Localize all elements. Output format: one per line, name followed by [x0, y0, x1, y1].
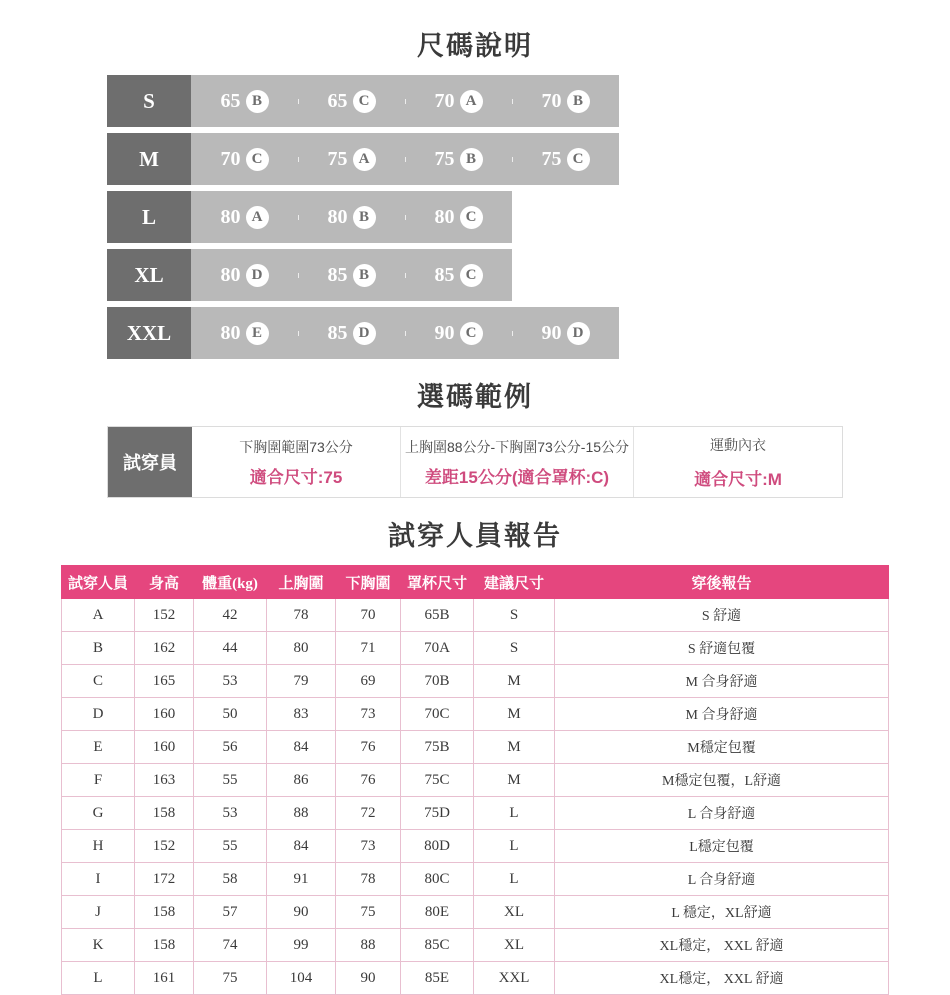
size-row-label: L	[107, 191, 191, 243]
size-cell-number: 65	[220, 89, 241, 112]
table-cell: 75B	[401, 731, 474, 764]
size-cell-number: 80	[220, 263, 241, 286]
table-cell: 104	[267, 962, 336, 995]
size-cell-number: 70	[541, 89, 562, 112]
size-cell-cup: A	[460, 90, 483, 113]
table-cell: XL	[474, 929, 555, 962]
table-cell: M 合身舒適	[555, 665, 889, 698]
table-cell: I	[62, 863, 135, 896]
size-cell	[191, 264, 298, 287]
table-row	[62, 896, 889, 929]
table-cell: 84	[267, 731, 336, 764]
example-underbust-text: 下胸圍範圍73公分	[239, 438, 353, 455]
table-cell: 88	[267, 797, 336, 830]
table-cell: L 合身舒適	[555, 863, 889, 896]
size-guide-page	[0, 24, 950, 987]
table-row	[62, 797, 889, 830]
size-cell-cup: C	[460, 322, 483, 345]
table-cell: L	[474, 830, 555, 863]
size-cell-number: 80	[434, 205, 455, 228]
size-row	[107, 75, 843, 127]
table-cell: 88	[336, 929, 401, 962]
example-section-title: 選碼範例	[417, 382, 533, 412]
table-cell: G	[62, 797, 135, 830]
size-cell-cup: C	[246, 148, 269, 171]
table-cell: 83	[267, 698, 336, 731]
table-cell: 158	[135, 797, 194, 830]
table-row	[62, 830, 889, 863]
size-cell-number: 80	[220, 321, 241, 344]
size-cell-number: 75	[434, 147, 455, 170]
size-cell	[191, 322, 298, 345]
table-cell: 158	[135, 929, 194, 962]
table-cell: L	[62, 962, 135, 995]
size-row	[107, 307, 843, 359]
example-sports-text: 運動內衣	[710, 436, 767, 453]
size-table	[107, 75, 843, 359]
table-cell: 70C	[401, 698, 474, 731]
table-cell: 42	[194, 599, 267, 632]
table-cell: 90	[267, 896, 336, 929]
size-cell-cup: D	[567, 322, 590, 345]
table-cell: 80D	[401, 830, 474, 863]
size-cell	[298, 148, 405, 171]
size-cell	[405, 264, 512, 287]
size-cell	[298, 264, 405, 287]
report-column-header: 建議尺寸	[474, 566, 555, 599]
size-cell-group	[191, 75, 619, 127]
table-cell: M	[474, 764, 555, 797]
size-cell-cup: A	[353, 148, 376, 171]
table-cell: L穩定包覆	[555, 830, 889, 863]
size-row-label: XL	[107, 249, 191, 301]
size-cell-number: 85	[434, 263, 455, 286]
report-column-header: 身高	[135, 566, 194, 599]
table-cell: S 舒適	[555, 599, 889, 632]
table-cell: 53	[194, 797, 267, 830]
table-row	[62, 929, 889, 962]
size-cell	[405, 148, 512, 171]
table-cell: 74	[194, 929, 267, 962]
table-cell: 70B	[401, 665, 474, 698]
table-cell: S 舒適包覆	[555, 632, 889, 665]
size-row	[107, 133, 843, 185]
table-cell: S	[474, 632, 555, 665]
table-cell: 80	[267, 632, 336, 665]
size-cell-cup: B	[353, 264, 376, 287]
size-cell-group	[191, 133, 619, 185]
example-table	[107, 426, 843, 498]
example-cup-text: 上胸圍88公分-下胸圍73公分-15公分	[404, 438, 630, 455]
example-column-sports	[634, 427, 842, 497]
size-cell-cup: B	[567, 90, 590, 113]
size-cell	[405, 90, 512, 113]
size-cell-cup: B	[246, 90, 269, 113]
table-row	[62, 698, 889, 731]
report-column-header: 罩杯尺寸	[401, 566, 474, 599]
table-cell: 86	[267, 764, 336, 797]
table-cell: 90	[336, 962, 401, 995]
table-cell: C	[62, 665, 135, 698]
table-cell: B	[62, 632, 135, 665]
table-cell: M穩定包覆	[555, 731, 889, 764]
table-cell: L	[474, 797, 555, 830]
table-cell: 65B	[401, 599, 474, 632]
table-cell: 162	[135, 632, 194, 665]
size-cell-cup: C	[567, 148, 590, 171]
size-row-label: M	[107, 133, 191, 185]
table-cell: H	[62, 830, 135, 863]
table-cell: 69	[336, 665, 401, 698]
example-row-label: 試穿員	[108, 427, 192, 497]
size-cell-number: 80	[327, 205, 348, 228]
size-cell	[405, 322, 512, 345]
size-cell-group	[191, 191, 512, 243]
size-cell-cup: B	[460, 148, 483, 171]
table-cell: XXL	[474, 962, 555, 995]
size-cell	[191, 206, 298, 229]
size-cell-group	[191, 249, 512, 301]
tester-report-table	[61, 565, 889, 995]
table-row	[62, 731, 889, 764]
table-cell: J	[62, 896, 135, 929]
table-cell: K	[62, 929, 135, 962]
table-cell: D	[62, 698, 135, 731]
table-cell: 160	[135, 698, 194, 731]
table-cell: 73	[336, 698, 401, 731]
size-cell-number: 85	[327, 321, 348, 344]
size-cell-cup: B	[353, 206, 376, 229]
table-row	[62, 632, 889, 665]
size-cell	[191, 148, 298, 171]
table-cell: 44	[194, 632, 267, 665]
size-cell-group	[191, 307, 619, 359]
table-cell: 70A	[401, 632, 474, 665]
report-column-header: 穿後報告	[555, 566, 889, 599]
example-sports-result: 適合尺寸:M	[694, 469, 782, 489]
table-cell: 55	[194, 830, 267, 863]
table-cell: 58	[194, 863, 267, 896]
size-cell	[512, 90, 619, 113]
table-cell: 84	[267, 830, 336, 863]
table-cell: 75	[336, 896, 401, 929]
size-cell-number: 85	[327, 263, 348, 286]
table-cell: 50	[194, 698, 267, 731]
table-cell: E	[62, 731, 135, 764]
size-cell	[298, 206, 405, 229]
size-cell	[191, 90, 298, 113]
table-cell: 76	[336, 764, 401, 797]
size-cell	[512, 148, 619, 171]
size-cell-number: 80	[220, 205, 241, 228]
table-cell: 161	[135, 962, 194, 995]
table-cell: 160	[135, 731, 194, 764]
report-column-header: 下胸圍	[336, 566, 401, 599]
size-cell-number: 75	[327, 147, 348, 170]
size-cell	[298, 90, 405, 113]
size-cell	[298, 322, 405, 345]
size-cell-number: 70	[220, 147, 241, 170]
table-cell: M	[474, 698, 555, 731]
table-cell: XL	[474, 896, 555, 929]
table-cell: 53	[194, 665, 267, 698]
table-cell: L 穩定，XL舒適	[555, 896, 889, 929]
size-cell-number: 70	[434, 89, 455, 112]
example-cup-result: 差距15公分(適合罩杯:C)	[424, 467, 610, 487]
size-cell-number: 75	[541, 147, 562, 170]
table-cell: L	[474, 863, 555, 896]
table-cell: A	[62, 599, 135, 632]
report-table-body	[62, 599, 889, 995]
table-cell: L 合身舒適	[555, 797, 889, 830]
table-cell: 55	[194, 764, 267, 797]
size-cell-number: 90	[434, 321, 455, 344]
table-cell: M穩定包覆，L舒適	[555, 764, 889, 797]
report-section-title: 試穿人員報告	[388, 521, 562, 551]
size-row	[107, 249, 843, 301]
report-header-row	[62, 566, 889, 599]
table-cell: S	[474, 599, 555, 632]
table-cell: 75	[194, 962, 267, 995]
report-table-head	[62, 566, 889, 599]
table-cell: 80C	[401, 863, 474, 896]
table-cell: 78	[267, 599, 336, 632]
size-cell-cup: D	[353, 322, 376, 345]
size-cell-number: 90	[541, 321, 562, 344]
size-cell-number: 65	[327, 89, 348, 112]
table-cell: 73	[336, 830, 401, 863]
report-column-header: 體重(kg)	[194, 566, 267, 599]
size-cell	[405, 206, 512, 229]
report-column-header: 上胸圍	[267, 566, 336, 599]
size-row	[107, 191, 843, 243]
table-cell: 70	[336, 599, 401, 632]
table-cell: M	[474, 665, 555, 698]
table-cell: 152	[135, 599, 194, 632]
table-cell: 76	[336, 731, 401, 764]
table-cell: 78	[336, 863, 401, 896]
size-cell-cup: D	[246, 264, 269, 287]
table-cell: 91	[267, 863, 336, 896]
size-cell-cup: C	[353, 90, 376, 113]
report-column-header: 試穿人員	[62, 566, 135, 599]
table-row	[62, 962, 889, 995]
table-cell: 80E	[401, 896, 474, 929]
table-cell: 85C	[401, 929, 474, 962]
table-cell: M 合身舒適	[555, 698, 889, 731]
table-cell: 71	[336, 632, 401, 665]
size-cell-cup: C	[460, 206, 483, 229]
size-cell-cup: C	[460, 264, 483, 287]
table-cell: 57	[194, 896, 267, 929]
table-cell: 85E	[401, 962, 474, 995]
table-cell: 72	[336, 797, 401, 830]
table-cell: 99	[267, 929, 336, 962]
table-row	[62, 665, 889, 698]
table-cell: F	[62, 764, 135, 797]
example-column-underbust	[192, 427, 401, 497]
table-cell: 79	[267, 665, 336, 698]
size-cell	[512, 322, 619, 345]
size-row-label: XXL	[107, 307, 191, 359]
table-row	[62, 599, 889, 632]
size-cell-cup: A	[246, 206, 269, 229]
size-section-title: 尺碼說明	[417, 31, 533, 61]
size-row-label: S	[107, 75, 191, 127]
example-underbust-result: 適合尺寸:75	[249, 467, 343, 487]
table-cell: 75C	[401, 764, 474, 797]
example-column-cup	[401, 427, 634, 497]
table-cell: 163	[135, 764, 194, 797]
table-cell: M	[474, 731, 555, 764]
table-row	[62, 764, 889, 797]
table-cell: 75D	[401, 797, 474, 830]
table-cell: 56	[194, 731, 267, 764]
table-cell: XL穩定， XXL 舒適	[555, 929, 889, 962]
table-cell: XL穩定， XXL 舒適	[555, 962, 889, 995]
table-cell: 158	[135, 896, 194, 929]
table-cell: 165	[135, 665, 194, 698]
size-cell-cup: E	[246, 322, 269, 345]
table-row	[62, 863, 889, 896]
table-cell: 152	[135, 830, 194, 863]
table-cell: 172	[135, 863, 194, 896]
